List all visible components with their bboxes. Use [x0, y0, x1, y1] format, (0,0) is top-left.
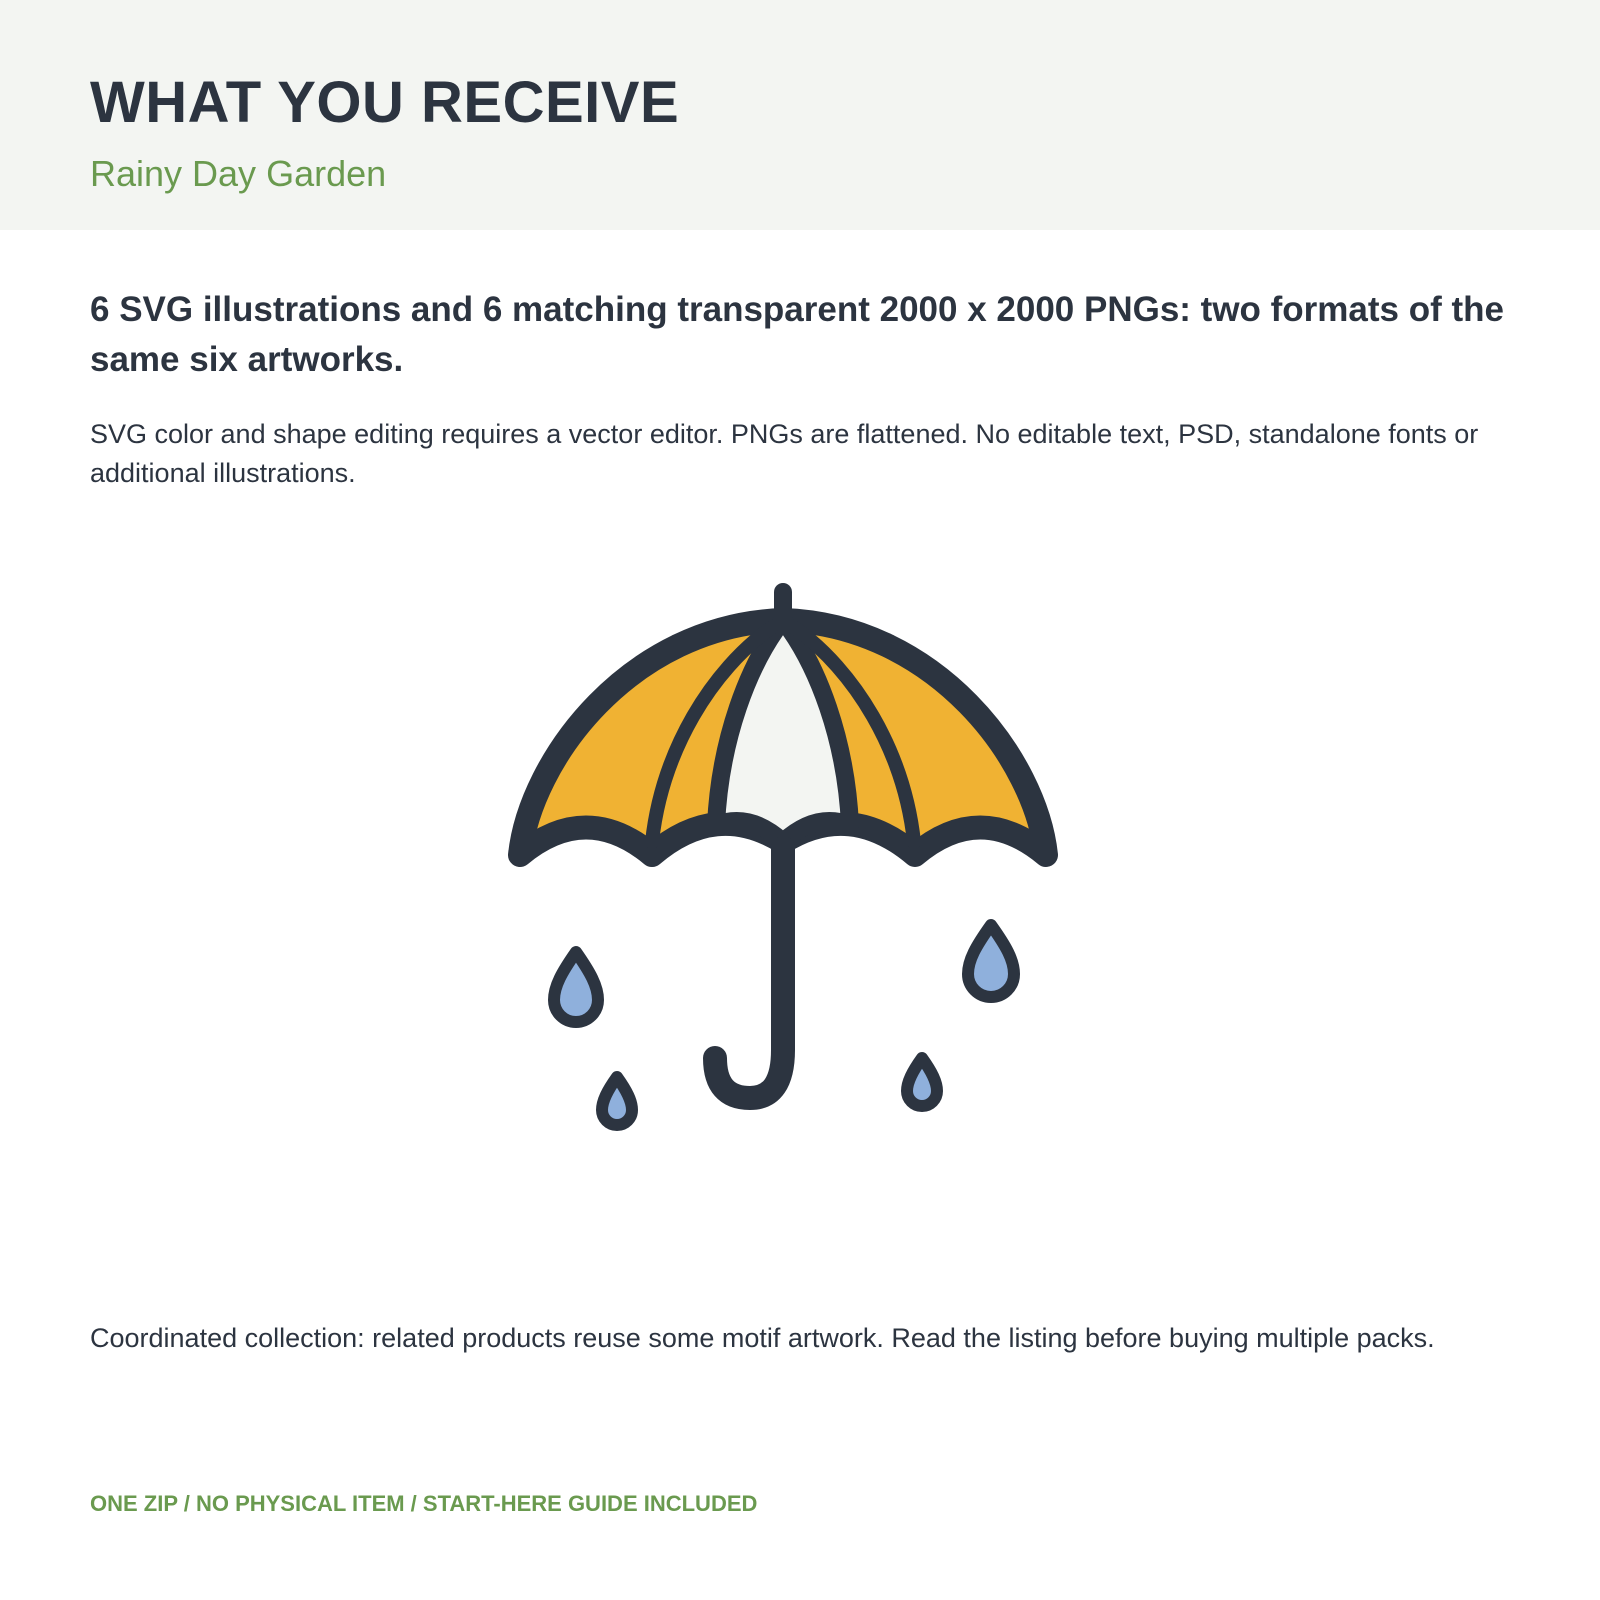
raindrop-icon — [968, 925, 1014, 997]
raindrop-icon — [602, 1077, 632, 1125]
format-note: SVG color and shape editing requires a vector editor. PNGs are flattened. No editable text, PSD, standalone fonts or additional illustrations. — [90, 419, 1479, 488]
umbrella-with-raindrops-icon — [500, 580, 1100, 1160]
collection-name: Rainy Day Garden — [90, 153, 387, 194]
page-title: WHAT YOU RECEIVE — [90, 70, 680, 135]
raindrop-icon — [554, 952, 598, 1022]
umbrella-handle — [715, 848, 783, 1098]
delivery-tagline: ONE ZIP / NO PHYSICAL ITEM / START-HERE GUIDE INCLUDED — [90, 1491, 758, 1516]
header-band — [0, 0, 1600, 230]
collection-note: Coordinated collection: related products reuse some motif artwork. Read the listing before buying multiple packs. — [90, 1323, 1435, 1353]
raindrop-icon — [907, 1058, 937, 1106]
deliverables-headline: 6 SVG illustrations and 6 matching transparent 2000 x 2000 PNGs: two formats of the same six artworks. — [90, 290, 1504, 379]
